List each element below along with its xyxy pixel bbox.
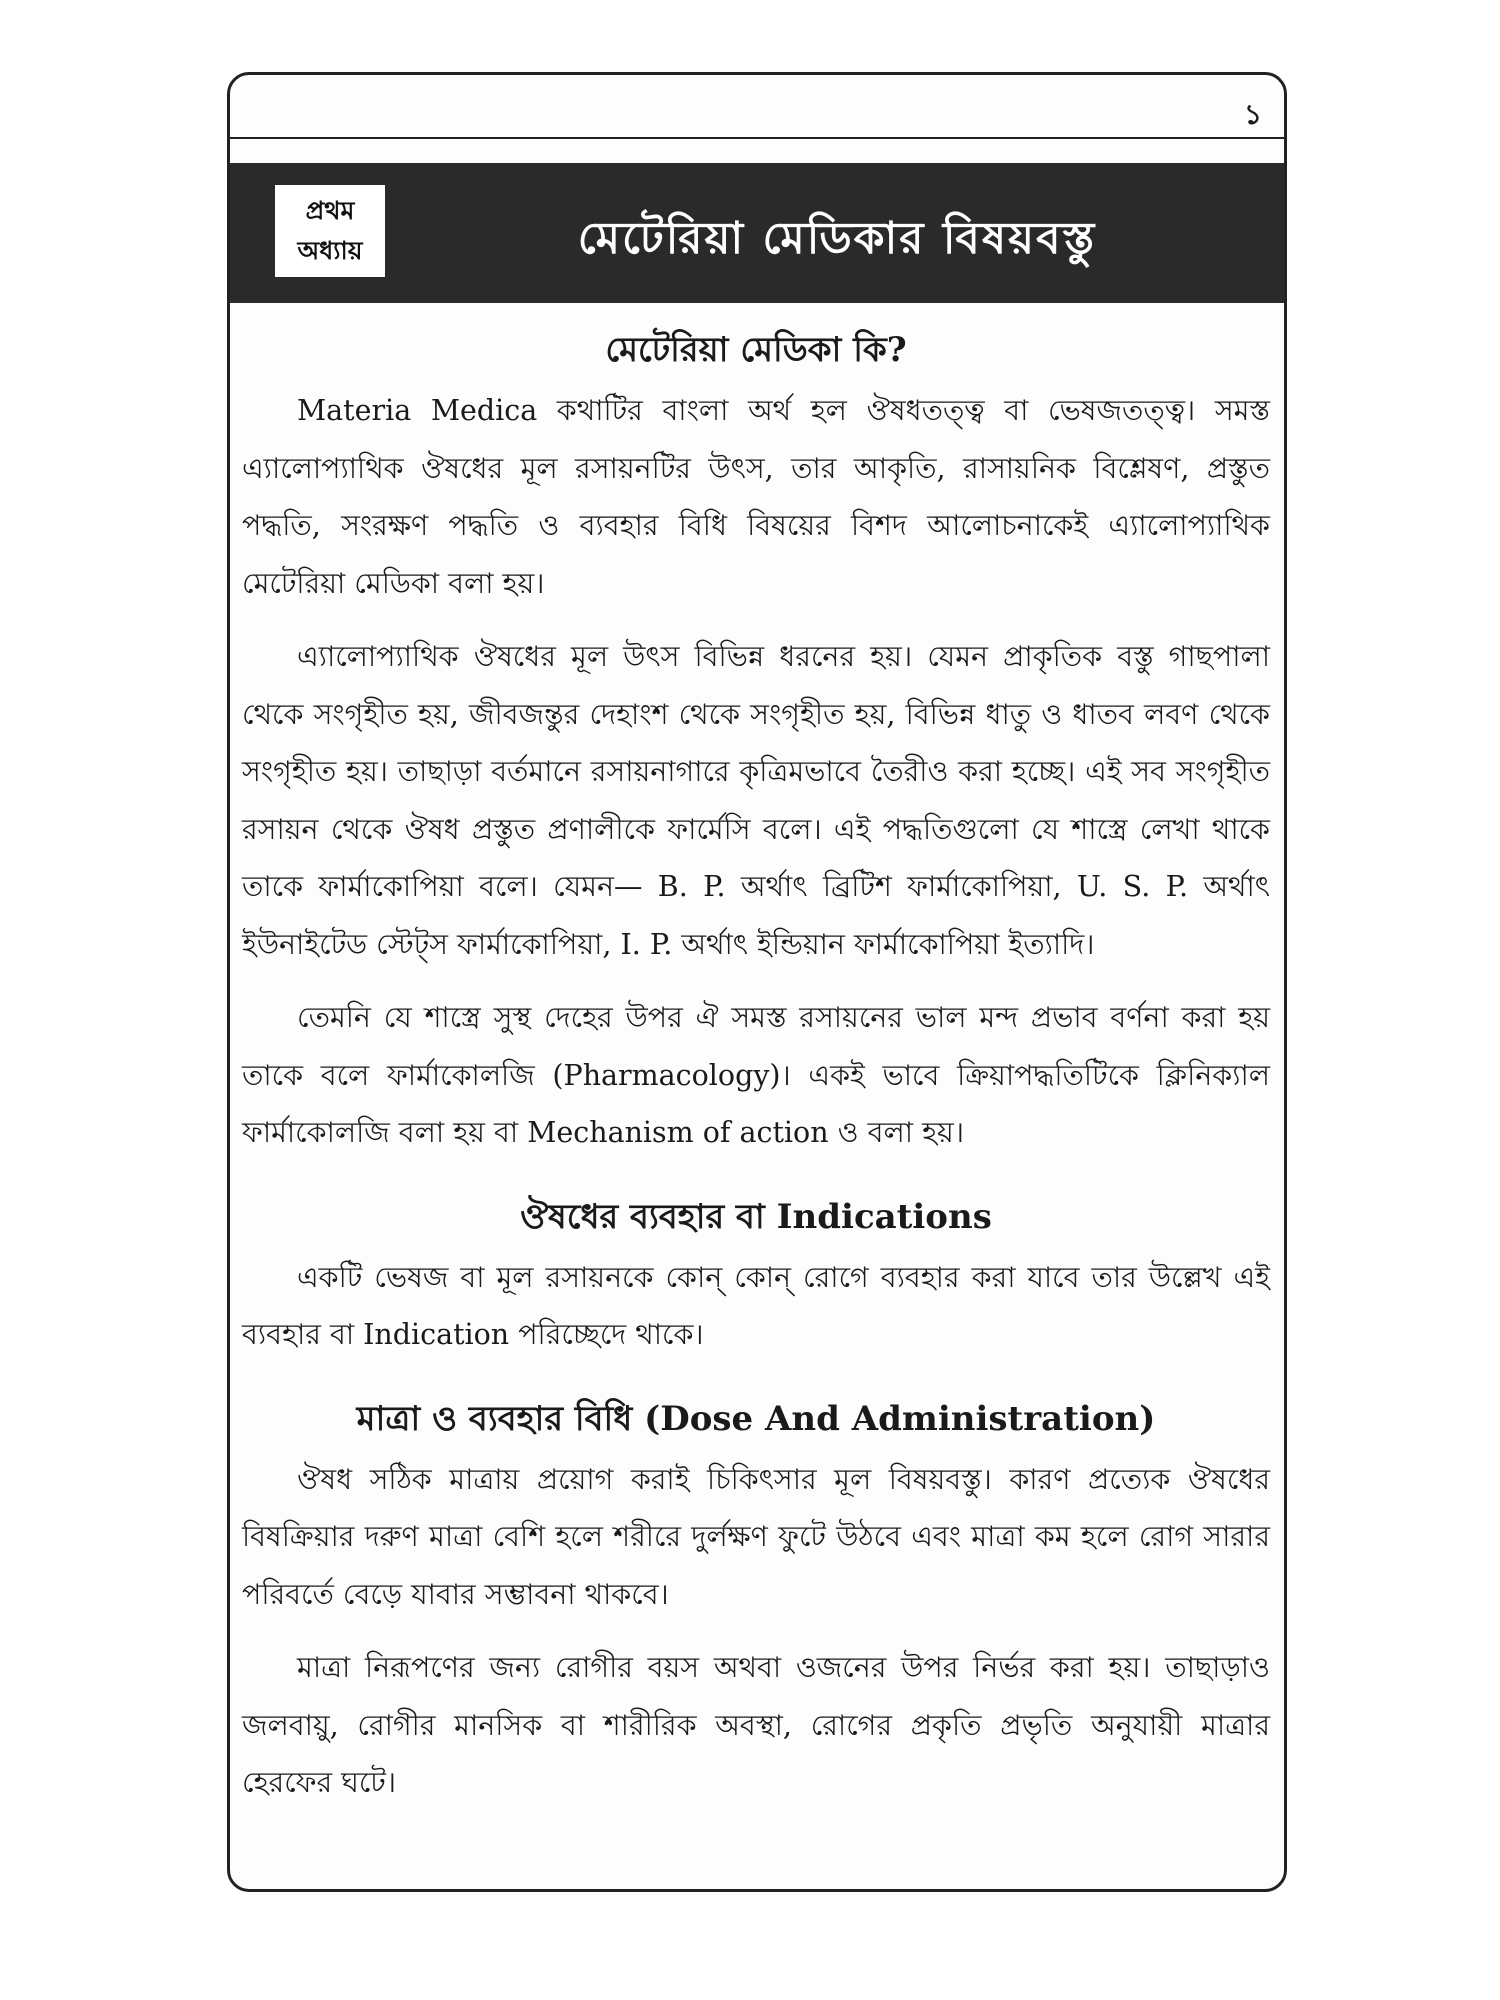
chapter-title: মেটেরিয়া মেডিকার বিষয়বস্তু bbox=[577, 213, 1097, 264]
paragraph: একটি ভেষজ বা মূল রসায়নকে কোন্ কোন্ রোগে ব্যবহার করা যাবে তার উল্লেখ এই ব্যবহার বা Indication পরিচ্ছেদে থাকে। bbox=[242, 1260, 1270, 1351]
page-content bbox=[242, 317, 1270, 1828]
paragraph: মাত্রা নিরূপণের জন্য রোগীর বয়স অথবা ওজনের উপর নির্ভর করা হয়। তাছাড়াও জলবায়ু, রোগীর মানসিক বা শারীরিক অবস্থা, রোগের প্রকৃতি প্রভৃতি অনুযায়ী মাত্রার হেরফের ঘটে। bbox=[242, 1651, 1270, 1799]
page-frame bbox=[227, 72, 1287, 1892]
chapter-label-line2: অধ্যায় bbox=[297, 236, 363, 265]
paragraph: এ্যালোপ্যাথিক ঔষধের মূল উৎস বিভিন্ন ধরনের হয়। যেমন প্রাকৃতিক বস্তু গাছপালা থেকে সংগৃহীত হয়, জীবজন্তুর দেহাংশ থেকে সংগৃহীত হয়, বিভিন্ন ধাতু ও ধাতব লবণ থেকে সংগৃহীত হয়। তাছাড়া বর্তমানে রসায়নাগারে কৃত্রিমভাবে তৈরীও করা হচ্ছে। এই সব সংগৃহীত রসায়ন থেকে ঔষধ প্রস্তুত প্রণালীকে ফার্মেসি বলে। এই পদ্ধতিগুলো যে শাস্ত্রে লেখা থাকে তাকে ফার্মাকোপিয়া বলে। যেমন— B. P. অর্থাৎ ব্রিটিশ ফার্মাকোপিয়া, U. S. P. অর্থাৎ ইউনাইটেড স্টেট্স ফার্মাকোপিয়া, I. P. অর্থাৎ ইন্ডিয়ান ফার্মাকোপিয়া ইত্যাদি। bbox=[242, 640, 1270, 961]
section-heading-indications: ঔষধের ব্যবহার বা Indications bbox=[520, 1196, 992, 1237]
chapter-label-line1: প্রথম bbox=[305, 196, 355, 225]
chapter-banner bbox=[230, 163, 1284, 303]
chapter-label-box bbox=[275, 185, 385, 277]
paragraph: Materia Medica কথাটির বাংলা অর্থ হল ঔষধতত্ত্ব বা ভেষজতত্ত্ব। সমস্ত এ্যালোপ্যাথিক ঔষধের মূল রসায়নটির উৎস, তার আকৃতি, রাসায়নিক বিশ্লেষণ, প্রস্তুত পদ্ধতি, সংরক্ষণ পদ্ধতি ও ব্যবহার বিধি বিষয়ের বিশদ আলোচনাকেই এ্যালোপ্যাথিক মেটেরিয়া মেডিকা বলা হয়। bbox=[242, 394, 1270, 600]
paragraph: ঔষধ সঠিক মাত্রায় প্রয়োগ করাই চিকিৎসার মূল বিষয়বস্তু। কারণ প্রত্যেক ঔষধের বিষক্রিয়ার দরুণ মাত্রা বেশি হলে শরীরে দুর্লক্ষণ ফুটে উঠবে এবং মাত্রা কম হলে রোগ সারার পরিবর্তে বেড়ে যাবার সম্ভাবনা থাকবে। bbox=[242, 1462, 1270, 1611]
header-rule bbox=[230, 137, 1284, 139]
section-heading-what-is-materia-medica: মেটেরিয়া মেডিকা কি? bbox=[605, 330, 907, 370]
page-number: ১ bbox=[1243, 98, 1262, 131]
paragraph: তেমনি যে শাস্ত্রে সুস্থ দেহের উপর ঐ সমস্ত রসায়নের ভাল মন্দ প্রভাব বর্ণনা করা হয় তাকে বলে ফার্মাকোলজি (Pharmacology)। একই ভাবে ক্রিয়াপদ্ধতিটিকে ক্লিনিক্যাল ফার্মাকোলজি বলা হয় বা Mechanism of action ও বলা হয়। bbox=[242, 1001, 1270, 1149]
section-heading-dose-administration: মাত্রা ও ব্যবহার বিধি (Dose And Administration) bbox=[356, 1398, 1156, 1439]
